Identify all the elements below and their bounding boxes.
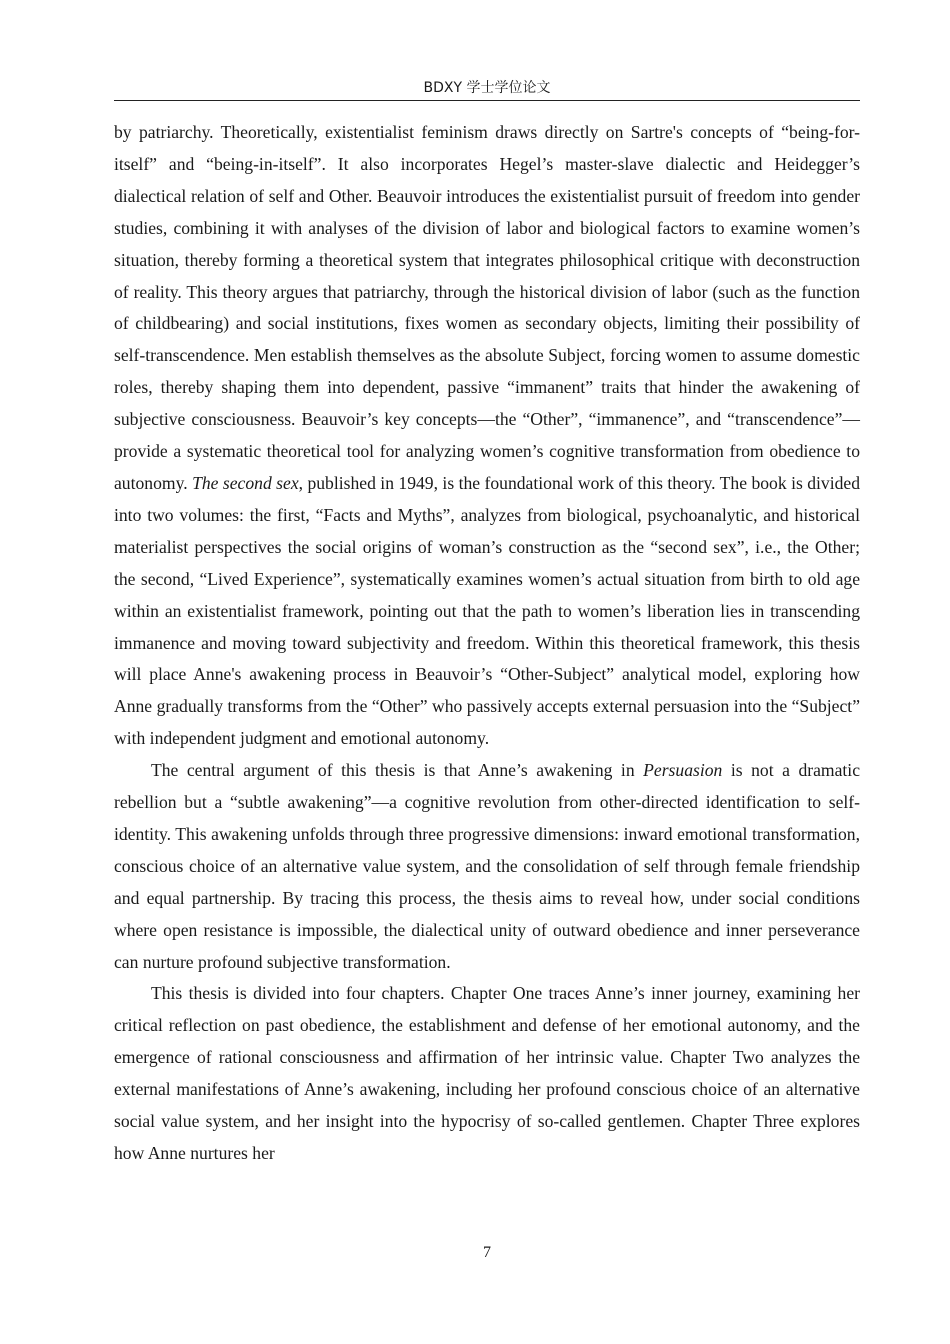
paragraph-1 — [114, 117, 860, 755]
paragraph-2-text-a: The central argument of this thesis is that Anne’s awakening in — [151, 760, 644, 781]
paragraph-3: This thesis is divided into four chapters. Chapter One traces Anne’s inner journey, examining her critical reflection on past obedience, the establishment and defense of her emotional autonomy, and the emergence of rational consciousness and affirmation of her intrinsic value. Chapter Two analyzes the external manifestations of Anne’s awakening, including her profound conscious choice of an alternative social value system, and her insight into the hypocrisy of so-called gentlemen. Chapter Three explores how Anne nurtures her — [114, 983, 860, 1163]
paragraph-2-text-b: is not a dramatic rebellion but a “subtle awakening”—a cognitive revolution from other-directed identification to self-identity. This awakening unfolds through three progressive dimensions: inward emotional transformation, conscious choice of an alternative value system, and the consolidation of self through female friendship and equal partnership. By tracing this process, the thesis aims to reveal how, under social conditions where open resistance is impossible, the dialectical unity of outward obedience and inner perseverance can nurture profound subjective transformation. — [114, 760, 860, 972]
paragraph-1-text-a: by patriarchy. Theoretically, existentialist feminism draws directly on Sartre's concepts of “being-for-itself” and “being-in-itself”. It also incorporates Hegel’s master-slave dialectic and Heidegger’s dialectical relation of self and Other. Beauvoir introduces the existentialist pursuit of freedom into gender studies, combining it with analyses of the division of labor and biological factors to examine women’s situation, thereby forming a theoretical system that integrates philosophical critique with deconstruction of reality. This theory argues that patriarchy, through the historical division of labor (such as the function of childbearing) and social institutions, fixes women as secondary objects, limiting their possibility of self-transcendence. Men establish themselves as the absolute Subject, forcing women to assume domestic roles, thereby shaping them into dependent, passive “immanent” traits that hinder the awakening of subjective consciousness. Beauvoir’s key concepts—the “Other”, “immanence”, and “transcendence”—provide a systematic theoretical tool for analyzing women’s cognitive transformation from obedience to autonomy. — [114, 122, 860, 493]
book-title-the-second-sex: The second sex — [192, 472, 299, 493]
document-body — [114, 117, 860, 1170]
paragraph-2 — [114, 755, 860, 978]
paragraph-1-text-b: , published in 1949, is the foundational work of this theory. The book is divided into two volumes: the first, “Facts and Myths”, analyzes from biological, psychoanalytic, and historical materialist perspectives the social origins of woman’s construction as the “second sex”, i.e., the Other; the second, “Lived Experience”, systematically examines women’s actual situation from birth to old age within an existentialist framework, pointing out that the path to women’s liberation lies in transcending immanence and moving toward subjectivity and freedom. Within this theoretical framework, this thesis will place Anne's awakening process in Beauvoir’s “Other-Subject” analytical model, exploring how Anne gradually transforms from the “Other” who passively accepts external persuasion into the “Subject” with independent judgment and emotional autonomy. — [114, 472, 861, 749]
running-header: BDXY 学士学位论文 — [423, 80, 551, 96]
book-title-persuasion: Persuasion — [643, 760, 723, 781]
header-rule — [114, 100, 860, 101]
page-number: 7 — [483, 1244, 491, 1261]
